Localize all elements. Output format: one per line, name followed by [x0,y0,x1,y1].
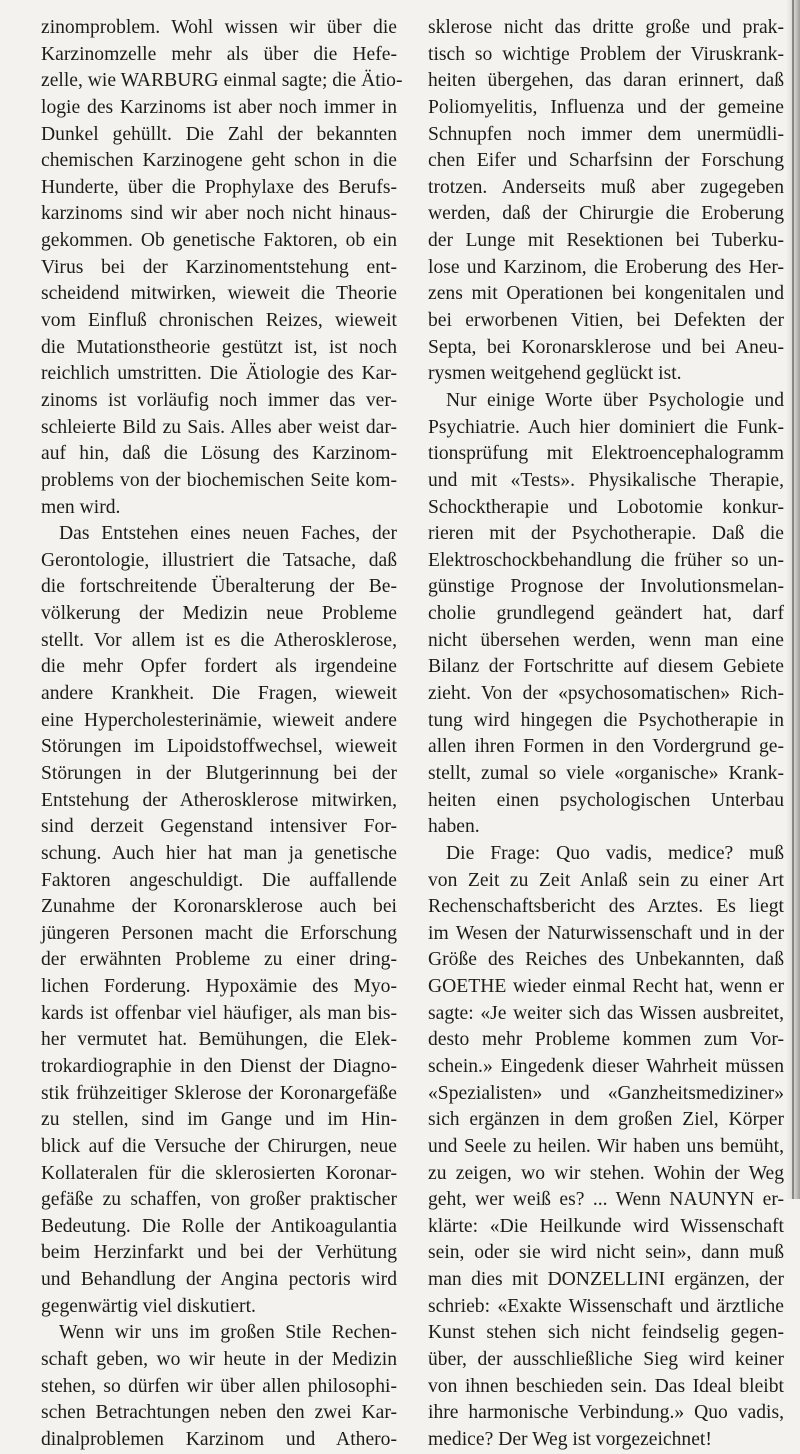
text-line: und Behandlung der Angina pectoris wird [41,1269,397,1291]
text-line: Das Entstehen eines neuen Faches, der [59,523,397,545]
text-line: Psychiatrie. Auch hier dominiert die Funk- [428,416,784,438]
text-line: Karzinomzelle mehr als über die Hefe- [41,43,397,65]
text-line: jüngeren Personen macht die Erforschung [41,922,397,944]
text-line: Wenn wir uns im großen Stile Rechen- [59,1322,397,1344]
text-line: klärte: «Die Heilkunde wird Wissenschaft [428,1215,784,1237]
text-line: schleierte Bild zu Sais. Alles aber weist dar- [41,416,397,438]
text-line: schen Betrachtungen neben den zwei Kar- [41,1402,397,1424]
text-line: rieren mit der Psychotherapie. Daß die [428,523,784,545]
text-line: und Seele zu heilen. Wir haben uns bemüht, [428,1135,784,1157]
text-line: GOETHE wieder einmal Recht hat, wenn er [428,976,784,998]
text-line: schrieb: «Exakte Wissenschaft und ärztliche [428,1295,784,1317]
text-line: cholie grundlegend geändert hat, darf [428,603,784,625]
text-line: vom Einfluß chronischen Reizes, wieweit [41,310,397,332]
left-text-column [41,15,403,1454]
text-line: stellt, zumal so viele «organische» Krank- [428,762,784,784]
text-line: Nur einige Worte über Psychologie und [446,389,784,411]
text-line: tisch so wichtige Problem der Viruskrank- [428,43,784,65]
text-line: günstige Prognose der Involutionsmelan- [428,576,784,598]
text-line: zu zeigen, wo wir stehen. Wohin der Weg [428,1162,784,1184]
text-line: die fortschreitende Überalterung der Be- [41,576,397,598]
text-line: desto mehr Probleme kommen zum Vor- [428,1029,784,1051]
text-line: zinomproblem. Wohl wissen wir über die [41,17,397,38]
text-line: zu stellen, sind im Gange und im Hin- [41,1109,397,1131]
text-line: stellt. Vor allem ist es die Atherosklerose, [41,629,397,651]
text-line: zelle, wie WARBURG einmal sagte; die Ätio- [41,70,403,92]
text-line: men wird. [41,496,121,518]
text-line: die Mutationstheorie gestützt ist, ist noch [41,336,397,358]
text-line: über, der ausschließliche Sieg wird keiner [428,1349,784,1371]
text-line: medice? Der Weg ist vorgezeichnet! [428,1428,712,1450]
text-line: Schnupfen noch immer dem unermüdli- [428,123,784,145]
text-line: Schocktherapie und Lobotomie konkur- [428,496,784,518]
text-line: gekommen. Ob genetische Faktoren, ob ein [41,230,397,252]
text-line: logie des Karzinoms ist aber noch immer in [41,96,397,118]
text-line: geht, wer weiß es? ... Wenn NAUNYN er- [428,1189,784,1211]
text-line: Hunderte, über die Prophylaxe des Berufs- [41,176,397,198]
text-line: im Wesen der Naturwissenschaft und in der [428,922,784,944]
text-line: dinalproblemen Karzinom und Athero- [41,1428,397,1450]
text-line: und mit «Tests». Physikalische Therapie, [428,469,784,491]
text-line: Störungen in der Blutgerinnung bei der [41,762,397,784]
text-line: tionsprüfung mit Elektroencephalogramm [428,443,784,465]
text-line: Störungen im Lipoidstoffwechsel, wieweit [41,736,397,758]
text-line: lichen Forderung. Hypoxämie des Myo- [41,976,397,998]
text-line: karzinoms sind wir aber noch nicht hinaus- [41,203,397,225]
text-line: rysmen weitgehend geglückt ist. [428,363,682,385]
text-line: Die Frage: Quo vadis, medice? muß [446,842,784,864]
text-line: lose und Karzinom, die Eroberung des Her- [428,256,784,278]
text-line: nicht übersehen werden, wenn man eine [428,629,784,651]
text-line: zieht. Von der «psychosomatischen» Rich- [428,683,784,705]
text-line: schein.» Eingedenk dieser Wahrheit müssen [428,1055,784,1077]
text-line: schung. Auch hier hat man ja genetische [41,842,397,864]
text-line: Poliomyelitis, Influenza und der gemeine [428,96,784,118]
text-line: Faktoren angeschuldigt. Die auffallende [41,869,397,891]
text-line: Kunst stehen sich nicht feindselig gegen- [428,1322,784,1344]
text-line: stik frühzeitiger Sklerose der Koronargefäße [41,1082,397,1104]
text-line: heiten einen psychologischen Unterbau [428,789,784,811]
text-line: völkerung der Medizin neue Probleme [41,603,397,625]
text-line: Rechenschaftsbericht des Arztes. Es liegt [428,896,784,918]
text-line: Kollateralen für die sklerosierten Koronar- [41,1162,397,1184]
text-line: bei erworbenen Vitien, bei Defekten der [428,310,784,332]
text-line: blick auf die Versuche der Chirurgen, neue [41,1135,397,1157]
text-line: sein, oder sie wird nicht sein», dann muß [428,1242,784,1264]
text-line: der erwähnten Probleme zu einer dring- [41,949,397,971]
text-line: der Lunge mit Resektionen bei Tuberku- [428,230,784,252]
text-line: trokardiographie in den Dienst der Diagno- [41,1055,397,1077]
text-line: «Spezialisten» und «Ganzheitsmediziner» [428,1082,784,1104]
right-text-column [428,15,784,1454]
text-line: Bilanz der Fortschritte auf diesem Gebiete [428,656,784,678]
text-line: die mehr Opfer fordert als irgendeine [41,656,397,678]
text-line: Septa, bei Koronarsklerose und bei Aneu- [428,336,784,358]
text-line: stehen, so dürfen wir über allen philosophi- [41,1375,397,1397]
text-line: allen ihren Formen in den Vordergrund ge- [428,736,784,758]
text-line: reichlich umstritten. Die Ätiologie des Kar- [41,363,397,385]
text-line: Entstehung der Atherosklerose mitwirken, [41,789,397,811]
text-line: man dies mit DONZELLINI ergänzen, der [428,1269,784,1291]
text-line: sklerose nicht das dritte große und prak- [428,17,784,38]
text-line: gefäße zu schaffen, von großer praktischer [41,1189,397,1211]
text-line: chen Eifer und Scharfsinn der Forschung [428,150,784,172]
text-line: ihre harmonische Verbindung.» Quo vadis, [428,1402,784,1424]
text-line: von Zeit zu Zeit Anlaß sein zu einer Art [428,869,784,891]
text-line: sagte: «Je weiter sich das Wissen ausbreitet, [428,1002,784,1024]
text-line: werden, daß der Chirurgie die Eroberung [428,203,784,225]
page-binding-edge [792,0,794,1199]
text-line: Zunahme der Koronarsklerose auch bei [41,896,397,918]
text-line: haben. [428,816,480,838]
text-line: eine Hypercholesterinämie, wieweit andere [41,709,397,731]
text-line: Dunkel gehüllt. Die Zahl der bekannten [41,123,397,145]
text-line: sich ergänzen in dem großen Ziel, Körper [428,1109,784,1131]
text-line: Bedeutung. Die Rolle der Antikoagulantia [41,1215,397,1237]
text-line: beim Herzinfarkt und bei der Verhütung [41,1242,397,1264]
text-line: Elektroschockbehandlung die früher so un- [428,549,784,571]
text-line: chemischen Karzinogene geht schon in die [41,150,397,172]
text-line: sind derzeit Gegenstand intensiver For- [41,816,397,838]
text-line: gegenwärtig viel diskutiert. [41,1295,256,1317]
text-line: auf hin, daß die Lösung des Karzinom- [41,443,397,465]
text-line: Gerontologie, illustriert die Tatsache, daß [41,549,397,571]
text-line: problems von der biochemischen Seite kom- [41,469,397,491]
text-line: zinoms ist vorläufig noch immer das ver- [41,389,397,411]
text-line: andere Krankheit. Die Fragen, wieweit [41,683,397,705]
text-line: scheidend mitwirken, wieweit die Theorie [41,283,397,305]
text-line: tung wird hingegen die Psychotherapie in [428,709,784,731]
text-line: trotzen. Anderseits muß aber zugegeben [428,176,784,198]
text-line: Größe des Reiches des Unbekannten, daß [428,949,784,971]
text-line: her vermutet hat. Bemühungen, die Elek- [41,1029,397,1051]
text-line: schaft geben, wo wir heute in der Medizin [41,1349,397,1371]
text-line: von ihnen beschieden sein. Das Ideal bleibt [428,1375,784,1397]
text-line: zens mit Operationen bei kongenitalen und [428,283,784,305]
text-line: Virus bei der Karzinomentstehung ent- [41,256,397,278]
text-line: kards ist offenbar viel häufiger, als man bis- [41,1002,397,1024]
text-line: heiten übergehen, das daran erinnert, daß [428,70,784,92]
